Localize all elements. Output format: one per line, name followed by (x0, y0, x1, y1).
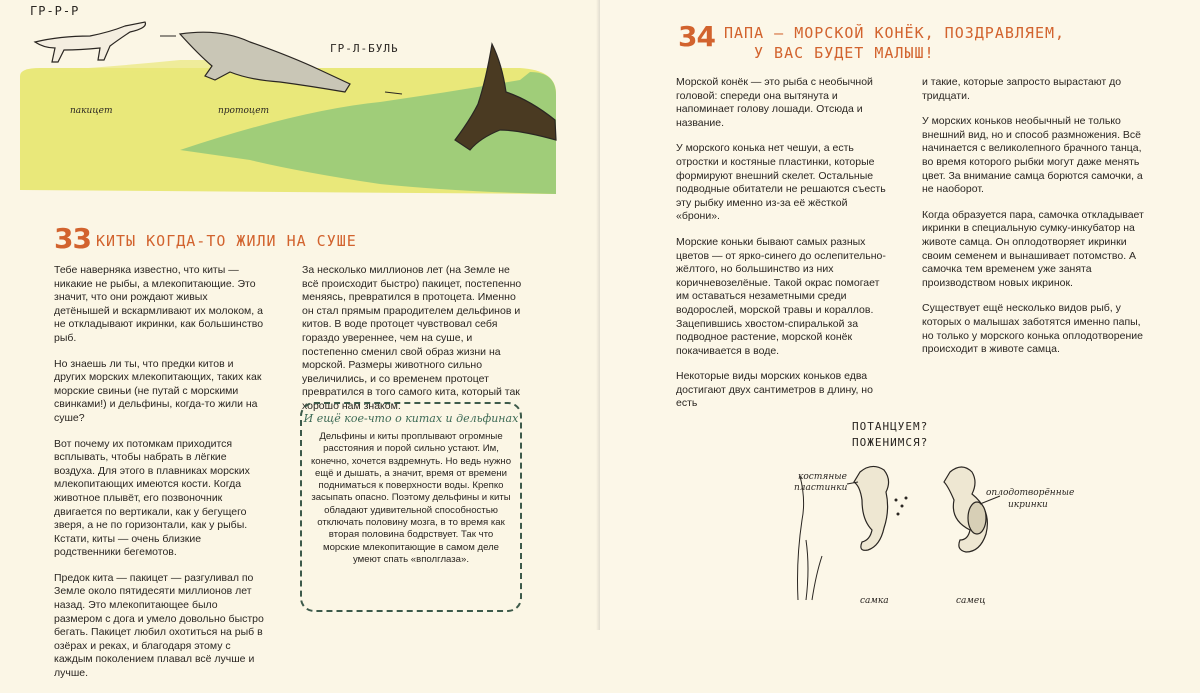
eggs-icon (895, 497, 908, 516)
paragraph: Вот почему их потомкам приходится всплывать, чтобы набрать в лёгкие воздуха. Для этого в плавниках морских млекопитающих имеются кости. Когда животное плывёт, его позвоночник двигается по вертикали, как у бегущего зверя, а не по горизонтали, как у рыбы. Кстати, киты — очень близкие родственники бегемотов. (54, 437, 250, 559)
paragraph: и такие, которые запросто вырастают до тридцати. (922, 76, 1122, 102)
label-bony-plates-1: костяные (798, 472, 847, 482)
label-female: самка (860, 596, 889, 606)
label-pakicet: пакицет (70, 106, 113, 116)
seaweed-icon (798, 476, 823, 600)
paragraph: Некоторые виды морских коньков едва достигают двух сантиметров в длину, но есть (676, 370, 873, 410)
label-protocet: протоцет (218, 106, 270, 116)
paragraph: За несколько миллионов лет (на Земле не всё происходит быстро) пакицет, постепенно меняясь, превратился в протоцета. Именно он стал прямым прародителем дельфинов и китов. В воде протоцет чувствовал себя гораздо увереннее, чем на суше, и постепенно сменил свой образ жизни на морской. Размеры животного сильно увеличились, и со временем протоцет превратился в того самого кита, который так хорошо нам знаком. (302, 264, 522, 412)
label-male: самец (956, 596, 986, 606)
paragraph: Тебе наверняка известно, что киты — никакие не рыбы, а млекопитающие. Это значит, что они рождают живых детёнышей и вскармливают их молоком, а не откладывают икринки, как большинство рыб. (54, 264, 264, 344)
pakicet-icon (35, 22, 145, 62)
paragraph: Когда образуется пара, самочка откладывает икринки в специальную сумку-инкубатор на животе самца. Он оплодотворяет икринки своим семенем и вынашивает потомство. А самочка тем временем уже занята производством новых икринок. (922, 208, 1144, 289)
chapter-number: 34 (678, 20, 715, 53)
seahorse-illustration (600, 0, 1200, 630)
paragraph: У морских коньков необычный не только внешний вид, но и способ размножения. Всё начинается с великолепного брачного танца, во время которого рыбки могут даже менять цвет. За внимание самца борются самочки, а не наоборот. (922, 115, 1143, 196)
paragraph: У морского конька нет чешуи, а есть отростки и костяные пластинки, которые формируют внешний скелет. Остальные подводные обитатели не решаются съесть эту рыбку именно из-за её жёсткой «брони». (676, 142, 886, 223)
sidebar-box-title: И ещё кое-что о китах и дельфинах (303, 412, 519, 425)
paragraph: Но знаешь ли ты, что предки китов и других морских млекопитающих, таких как морские свиньи (не путай с морскими свинками!) и дельфины, когда-то жили на суше? (54, 357, 262, 424)
caption-line-2: ПОЖЕНИМСЯ? (852, 436, 929, 449)
paragraph: Существует ещё несколько видов рыб, у которых о малышах заботятся именно папы, но только у морского конька оплодотворение происходит в животе самца. (922, 302, 1143, 356)
chapter-number: 33 (54, 222, 91, 255)
chapter-title-line-1: ПАПА — МОРСКОЙ КОНЁК, ПОЗДРАВЛЯЕМ, (724, 24, 1066, 42)
label-eggs-1: оплодотворённые (986, 488, 1075, 498)
caption-line-1: ПОТАНЦУЕМ? (852, 420, 929, 433)
sidebar-box-text: Дельфины и киты проплывают огромные расстояния и порой сильно устают. Им, конечно, хочется вздремнуть. Но ведь нужно ещё и дышать, а значит, время от времени подниматься к поверхности воды. Крепко засыпать опасно. Поэтому дельфины и киты обладают удивительной способностью отключать половину мозга, в то время как вторая половина бодрствует. Так что морские млекопитающие в самом деле умеют спать «вполглаза». (310, 431, 512, 565)
paragraph: Предок кита — пакицет — разгуливал по Земле около пятидесяти миллионов лет назад. Это млекопитающее было размером с дога и умело довольно быстро бегать. Пакицет любил охотиться на рыб в озёрах и реках, и благодаря этому с каждым поколением плавал всё лучше и лучше. (54, 571, 264, 680)
paragraph: Морской конёк — это рыба с необычной головой: спереди она вытянута и напоминает голову лошади. Отсюда и название. (676, 76, 873, 129)
right-page (600, 0, 1200, 630)
chapter-title: КИТЫ КОГДА-ТО ЖИЛИ НА СУШЕ (96, 232, 357, 250)
sound-grr: ГР-Р-Р (30, 4, 80, 18)
label-eggs-2: икринки (1008, 500, 1048, 510)
male-seahorse-icon (944, 467, 987, 552)
female-seahorse-icon (854, 466, 889, 550)
sidebar-box (300, 402, 522, 612)
sound-grl-bul: ГР-Л-БУЛЬ (330, 42, 399, 55)
label-bony-plates-2: пластинки (794, 483, 848, 493)
left-page (0, 0, 598, 680)
left-column-1 (54, 264, 266, 693)
paragraph: Морские коньки бывают самых разных цветов — от ярко-синего до ослепительно-жёлтого, но большинство из них коричневозелёные. Такой окрас помогает им оставаться незаметными среди водорослей, морской травы и кораллов. Зацепившись хвостом-спиралькой за подводное растение, морской конёк покачивается в воде. (676, 235, 886, 357)
chapter-title-line-2: У ВАС БУДЕТ МАЛЫШ! (754, 44, 935, 62)
